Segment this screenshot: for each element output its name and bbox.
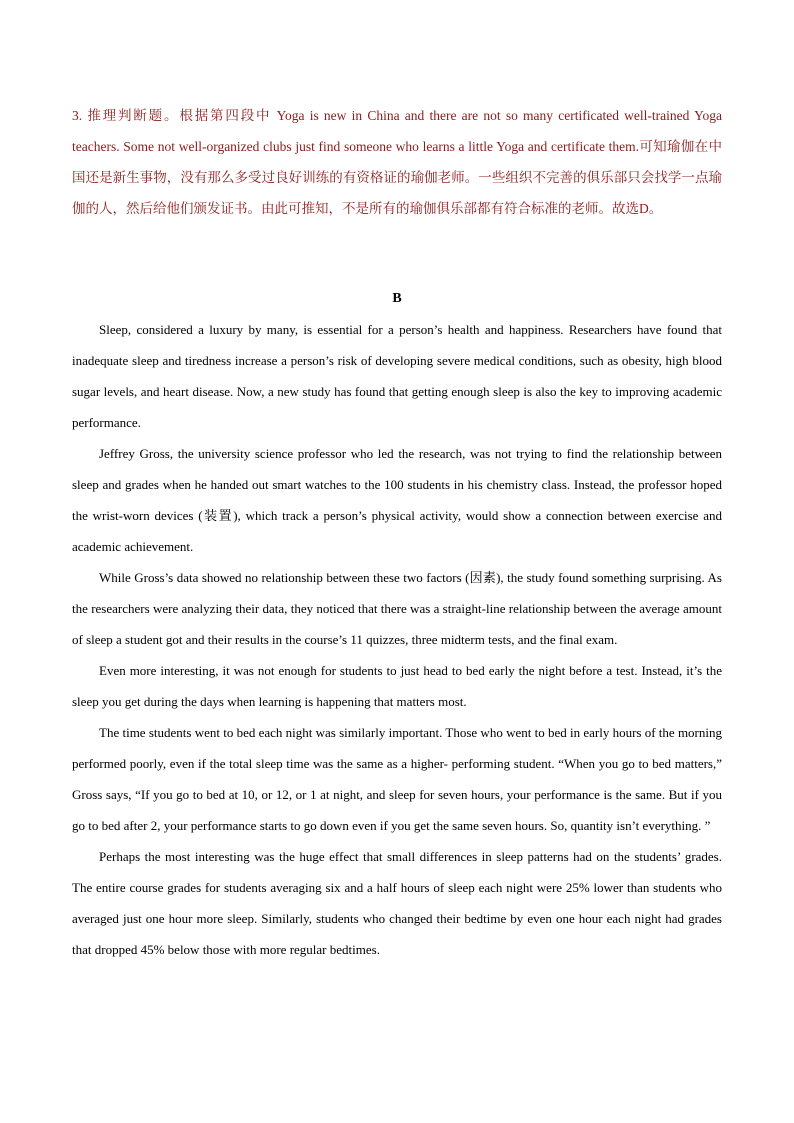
passage-paragraph-2: Jeffrey Gross, the university science professor who led the research, was not trying to find the relationship between sleep and grades when he handed out smart watches to the 100 students in his chemistry class. Instead, the professor hoped the wrist-worn devices (装置), which track a person’s physical activity, would show a connection between exercise and academic achievement. <box>72 446 722 554</box>
passage-paragraph-1: Sleep, considered a luxury by many, is essential for a person’s health and happiness. Researchers have found that inadequate sleep and tiredness increase a person’s risk of developing severe medical conditions, such as obesity, high blood sugar levels, and heart disease. Now, a new study has found that getting enough sleep is also the key to improving academic performance. <box>72 322 722 430</box>
passage-paragraph-3: While Gross’s data showed no relationship between these two factors (因素), the study found something surprising. As the researchers were analyzing their data, they noticed that there was a straight-line relationship between the average amount of sleep a student got and their results in the course’s 11 quizzes, three midterm tests, and the final exam. <box>72 570 722 647</box>
passage-paragraph-4: Even more interesting, it was not enough for students to just head to bed early the night before a test. Instead, it’s the sleep you get during the days when learning is happening that matters most. <box>72 663 722 709</box>
reading-passage <box>72 314 722 965</box>
passage-paragraph-6: Perhaps the most interesting was the huge effect that small differences in sleep patterns had on the students’ grades. The entire course grades for students averaging six and a half hours of sleep each night were 25% lower than students who averaged just one hour more sleep. Similarly, students who changed their bedtime by even one hour each night had grades that dropped 45% below those with more regular bedtimes. <box>72 849 722 957</box>
section-heading: B <box>392 291 402 306</box>
answer-explanation: 3. 推理判断题。根据第四段中 Yoga is new in China and there are not so many certificated well-trained Yoga teachers. Some not well-organized clubs just find someone who learns a little Yoga and certificate them.可知瑜伽在中国还是新生事物，没有那么多受过良好训练的有资格证的瑜伽老师。一些组织不完善的俱乐部只会找学一点瑜伽的人，然后给他们颁发证书。由此可推知，不是所有的瑜伽俱乐部都有符合标准的老师。故选D。 <box>72 108 722 216</box>
passage-paragraph-5: The time students went to bed each night was similarly important. Those who went to bed in early hours of the morning performed poorly, even if the total sleep time was the same as a higher- performing student. “When you go to bed matters,” Gross says, “If you go to bed at 10, or 12, or 1 at night, and sleep for seven hours, your performance is the same. But if you go to bed after 2, your performance starts to go down even if you get the same seven hours. So, quantity isn’t everything. ” <box>72 725 722 833</box>
